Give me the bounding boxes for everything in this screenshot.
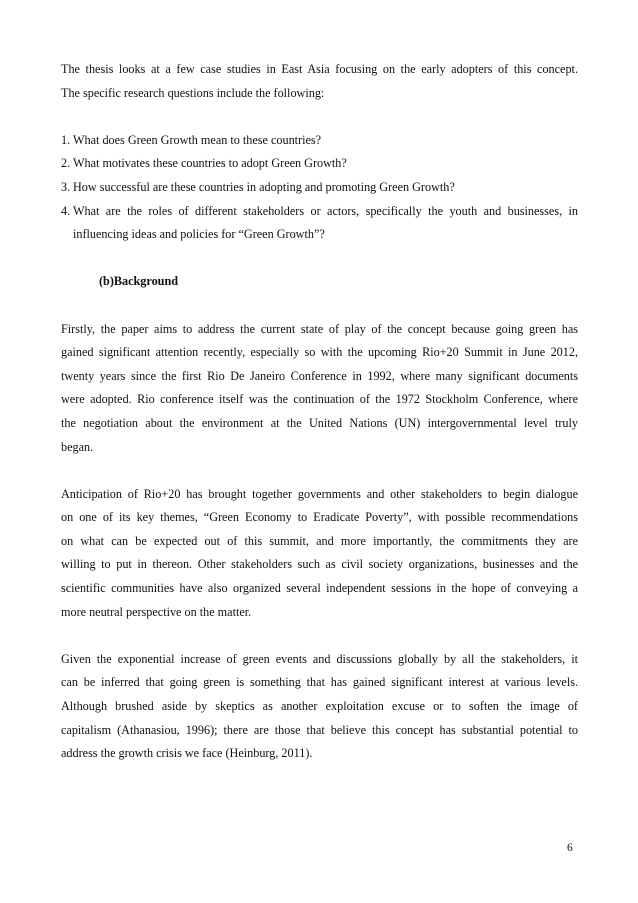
list-item [61, 200, 578, 247]
text-line: Although brushed aside by skeptics as another exploitation excuse or to soften the image of [61, 699, 578, 714]
text-line: capitalism (Athanasiou, 1996); there are those that believe this concept has substantial potential to [61, 722, 578, 737]
text-line: Given the exponential increase of green events and discussions globally by all the stakeholders, it [61, 651, 578, 666]
question-text: influencing ideas and policies for “Green Growth”? [73, 227, 325, 242]
paragraph-gap [61, 294, 578, 318]
text-line: more neutral perspective on the matter. [61, 604, 252, 619]
question-text: What are the roles of different stakeholders or actors, specifically the youth and businesses, in [73, 203, 578, 218]
paragraph-gap [61, 247, 578, 271]
paragraph-gap [61, 624, 578, 648]
text-line: willing to put in thereon. Other stakeholders such as civil society organizations, businesses and the [61, 557, 578, 572]
document-page [61, 58, 578, 766]
paragraph-gap [61, 105, 578, 129]
list-number: 1. [61, 132, 71, 147]
background-paragraph-2 [61, 483, 578, 625]
text-line: on what can be expected out of this summit, and more importantly, the commitments they are [61, 533, 578, 548]
research-questions-list [61, 129, 578, 247]
paragraph-gap [61, 459, 578, 483]
list-number: 3. [61, 179, 71, 194]
text-line: scientific communities have also organized several independent sessions in the hope of conveying a [61, 581, 578, 596]
text-line: the negotiation about the environment at the United Nations (UN) intergovernmental level truly [61, 415, 578, 430]
question-text: What motivates these countries to adopt Green Growth? [73, 156, 347, 171]
list-item [61, 152, 578, 176]
text-line: The thesis looks at a few case studies in East Asia focusing on the early adopters of this concept. [61, 62, 578, 76]
background-paragraph-1 [61, 318, 578, 460]
text-line: Firstly, the paper aims to address the current state of play of the concept because going green has [61, 321, 578, 336]
text-line: can be inferred that going green is something that has gained significant interest at various levels. [61, 675, 578, 690]
question-text: What does Green Growth mean to these countries? [73, 132, 322, 147]
list-number: 2. [61, 156, 71, 171]
background-paragraph-3 [61, 648, 578, 766]
text-line: gained significant attention recently, especially so with the upcoming Rio+20 Summit in June 2012, [61, 345, 578, 360]
intro-paragraph [61, 58, 578, 105]
text-line: address the growth crisis we face (Heinburg, 2011). [61, 746, 313, 761]
list-item [61, 129, 578, 153]
text-line: twenty years since the first Rio De Janeiro Conference in 1992, where many significant documents [61, 368, 578, 383]
page-number: 6 [567, 842, 573, 854]
question-text: How successful are these countries in adopting and promoting Green Growth? [73, 179, 455, 194]
text-line: Anticipation of Rio+20 has brought together governments and other stakeholders to begin dialogue [61, 486, 578, 501]
text-line: The specific research questions include the following: [61, 85, 325, 100]
text-line: were adopted. Rio conference itself was the continuation of the 1972 Stockholm Conference, where [61, 392, 578, 407]
text-line: on one of its key themes, “Green Economy to Eradicate Poverty”, with possible recommendations [61, 510, 578, 525]
text-line: began. [61, 439, 94, 454]
list-item [61, 176, 578, 200]
section-heading: (b)Background [99, 274, 179, 289]
list-number: 4. [61, 203, 71, 218]
